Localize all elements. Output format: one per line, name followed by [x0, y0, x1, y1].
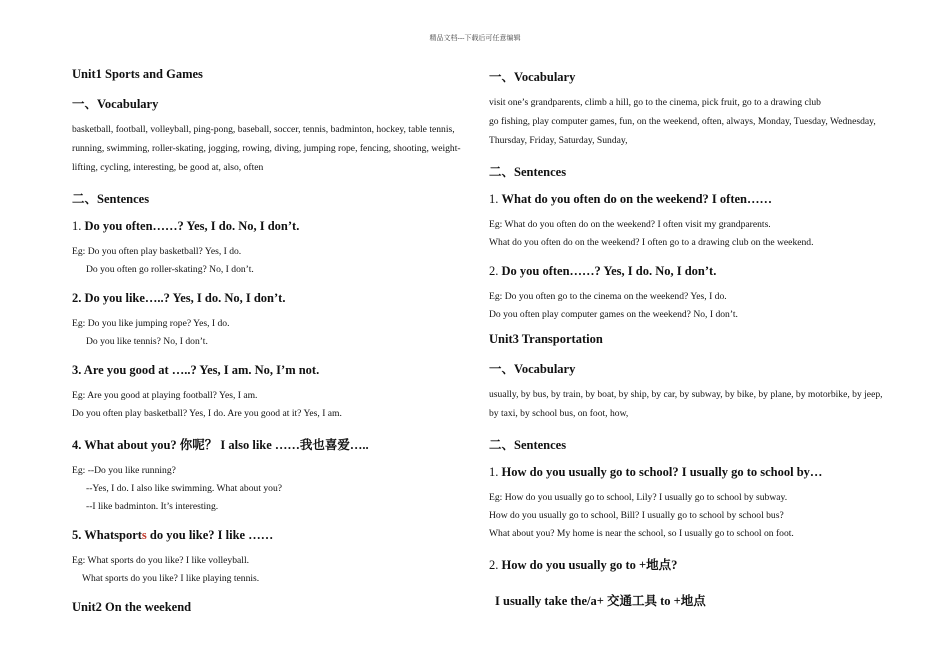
- example-line: --I like badminton. It’s interesting.: [86, 501, 219, 512]
- example-line: Do you often play computer games on the weekend? No, I don’t.: [489, 309, 738, 320]
- question-text: Do you often……? Yes, I do. No, I don’t.: [84, 219, 300, 233]
- vocabulary-heading: 一、Vocabulary: [489, 70, 576, 84]
- question-text: How do you usually go to +地点?: [501, 558, 678, 572]
- question-text: 4. What about you? 你呢？ I also like ……我也喜爱…..: [72, 438, 369, 452]
- question-number: 2.: [489, 264, 502, 278]
- vocabulary-heading: 一、Vocabulary: [72, 97, 159, 111]
- question-2: [489, 555, 889, 573]
- unit1-title: Unit1 Sports and Games: [72, 67, 203, 81]
- question-text: 3. Are you good at …..? Yes, I am. No, I’m not.: [72, 363, 320, 377]
- example-line: Eg: --Do you like running?: [72, 465, 176, 476]
- question-number: 1.: [72, 219, 85, 233]
- example-line: What sports do you like? I like playing tennis.: [82, 573, 260, 584]
- example-line: Eg: What do you often do on the weekend? I often visit my grandparents.: [489, 219, 771, 230]
- example-line: Eg: How do you usually go to school, Lily? I usually go to school by subway.: [489, 492, 788, 503]
- vocabulary-list: visit one’s grandparents, climb a hill, go to the cinema, pick fruit, go to a drawing club: [489, 97, 821, 108]
- vocabulary-heading: 一、Vocabulary: [489, 362, 576, 376]
- question-text: What do you often do on the weekend? I often……: [501, 192, 773, 206]
- example-line: Eg: Do you like jumping rope? Yes, I do.: [72, 318, 230, 329]
- example-line: Eg: What sports do you like? I like volleyball.: [72, 555, 250, 566]
- right-column: [489, 60, 889, 609]
- unit3-title: Unit3 Transportation: [489, 332, 603, 346]
- example-line: Do you like tennis? No, I don’t.: [86, 336, 208, 347]
- example-line: --Yes, I do. I also like swimming. What about you?: [86, 483, 283, 494]
- question-text-end: do you like? I like ……: [146, 528, 274, 542]
- example-line: Eg: Do you often go to the cinema on the weekend? Yes, I do.: [489, 291, 727, 302]
- question-1: [489, 465, 889, 480]
- left-column: [72, 60, 467, 625]
- example-line: Eg: Do you often play basketball? Yes, I do.: [72, 246, 242, 257]
- question-text: Do you often……? Yes, I do. No, I don’t.: [501, 264, 717, 278]
- question-number: 1.: [489, 192, 502, 206]
- question-3: [72, 363, 467, 378]
- vocabulary-list: go fishing, play computer games, fun, on the weekend, often, always, Monday, Tuesday, Wednesday, Thursday, Friday, Saturday, Sunday,: [489, 116, 876, 146]
- question-1: [489, 192, 889, 207]
- question-number: 2.: [489, 558, 502, 572]
- question-text: 5. Whatsport: [72, 528, 142, 542]
- unit2-title: Unit2 On the weekend: [72, 600, 192, 614]
- vocabulary-list: basketball, football, volleyball, ping-pong, baseball, soccer, tennis, badminton, hockey, table tennis, running, swimming, roller-skating, jogging, rowing, diving, jumping rope, fencing, shooting, weight-lifting, cycling, interesting, be good at, also, often: [72, 124, 461, 173]
- answer-pattern: I usually take the/a+ 交通工具 to +地点: [495, 594, 706, 608]
- question-number: 1.: [489, 465, 502, 479]
- question-1: [72, 219, 467, 234]
- question-text: 2. Do you like…..? Yes, I do. No, I don’t.: [72, 291, 286, 305]
- question-2: [489, 264, 889, 279]
- question-text: How do you usually go to school? I usually go to school by…: [501, 465, 823, 479]
- example-line: Do you often go roller-skating? No, I don’t.: [86, 264, 254, 275]
- page-header: 精品文档---下载后可任意编辑: [429, 34, 521, 42]
- highlighted-letter: s: [141, 528, 147, 542]
- example-line: Eg: Are you good at playing football? Yes, I am.: [72, 390, 258, 401]
- example-line: Do you often play basketball? Yes, I do. Are you good at it? Yes, I am.: [72, 408, 342, 419]
- sentences-heading: 二、Sentences: [72, 192, 150, 206]
- example-line: How do you usually go to school, Bill? I usually go to school by school bus?: [489, 510, 784, 521]
- vocabulary-list: usually, by bus, by train, by boat, by ship, by car, by subway, by bike, by plane, by motorbike, by jeep, by taxi, by school bus, on foot, how,: [489, 389, 883, 419]
- example-line: What about you? My home is near the school, so I usually go to school on foot.: [489, 528, 794, 539]
- sentences-heading: 二、Sentences: [489, 165, 567, 179]
- question-2: [72, 291, 467, 306]
- example-line: What do you often do on the weekend? I often go to a drawing club on the weekend.: [489, 237, 814, 248]
- sentences-heading: 二、Sentences: [489, 438, 567, 452]
- question-5: [72, 528, 467, 543]
- question-4: [72, 435, 467, 453]
